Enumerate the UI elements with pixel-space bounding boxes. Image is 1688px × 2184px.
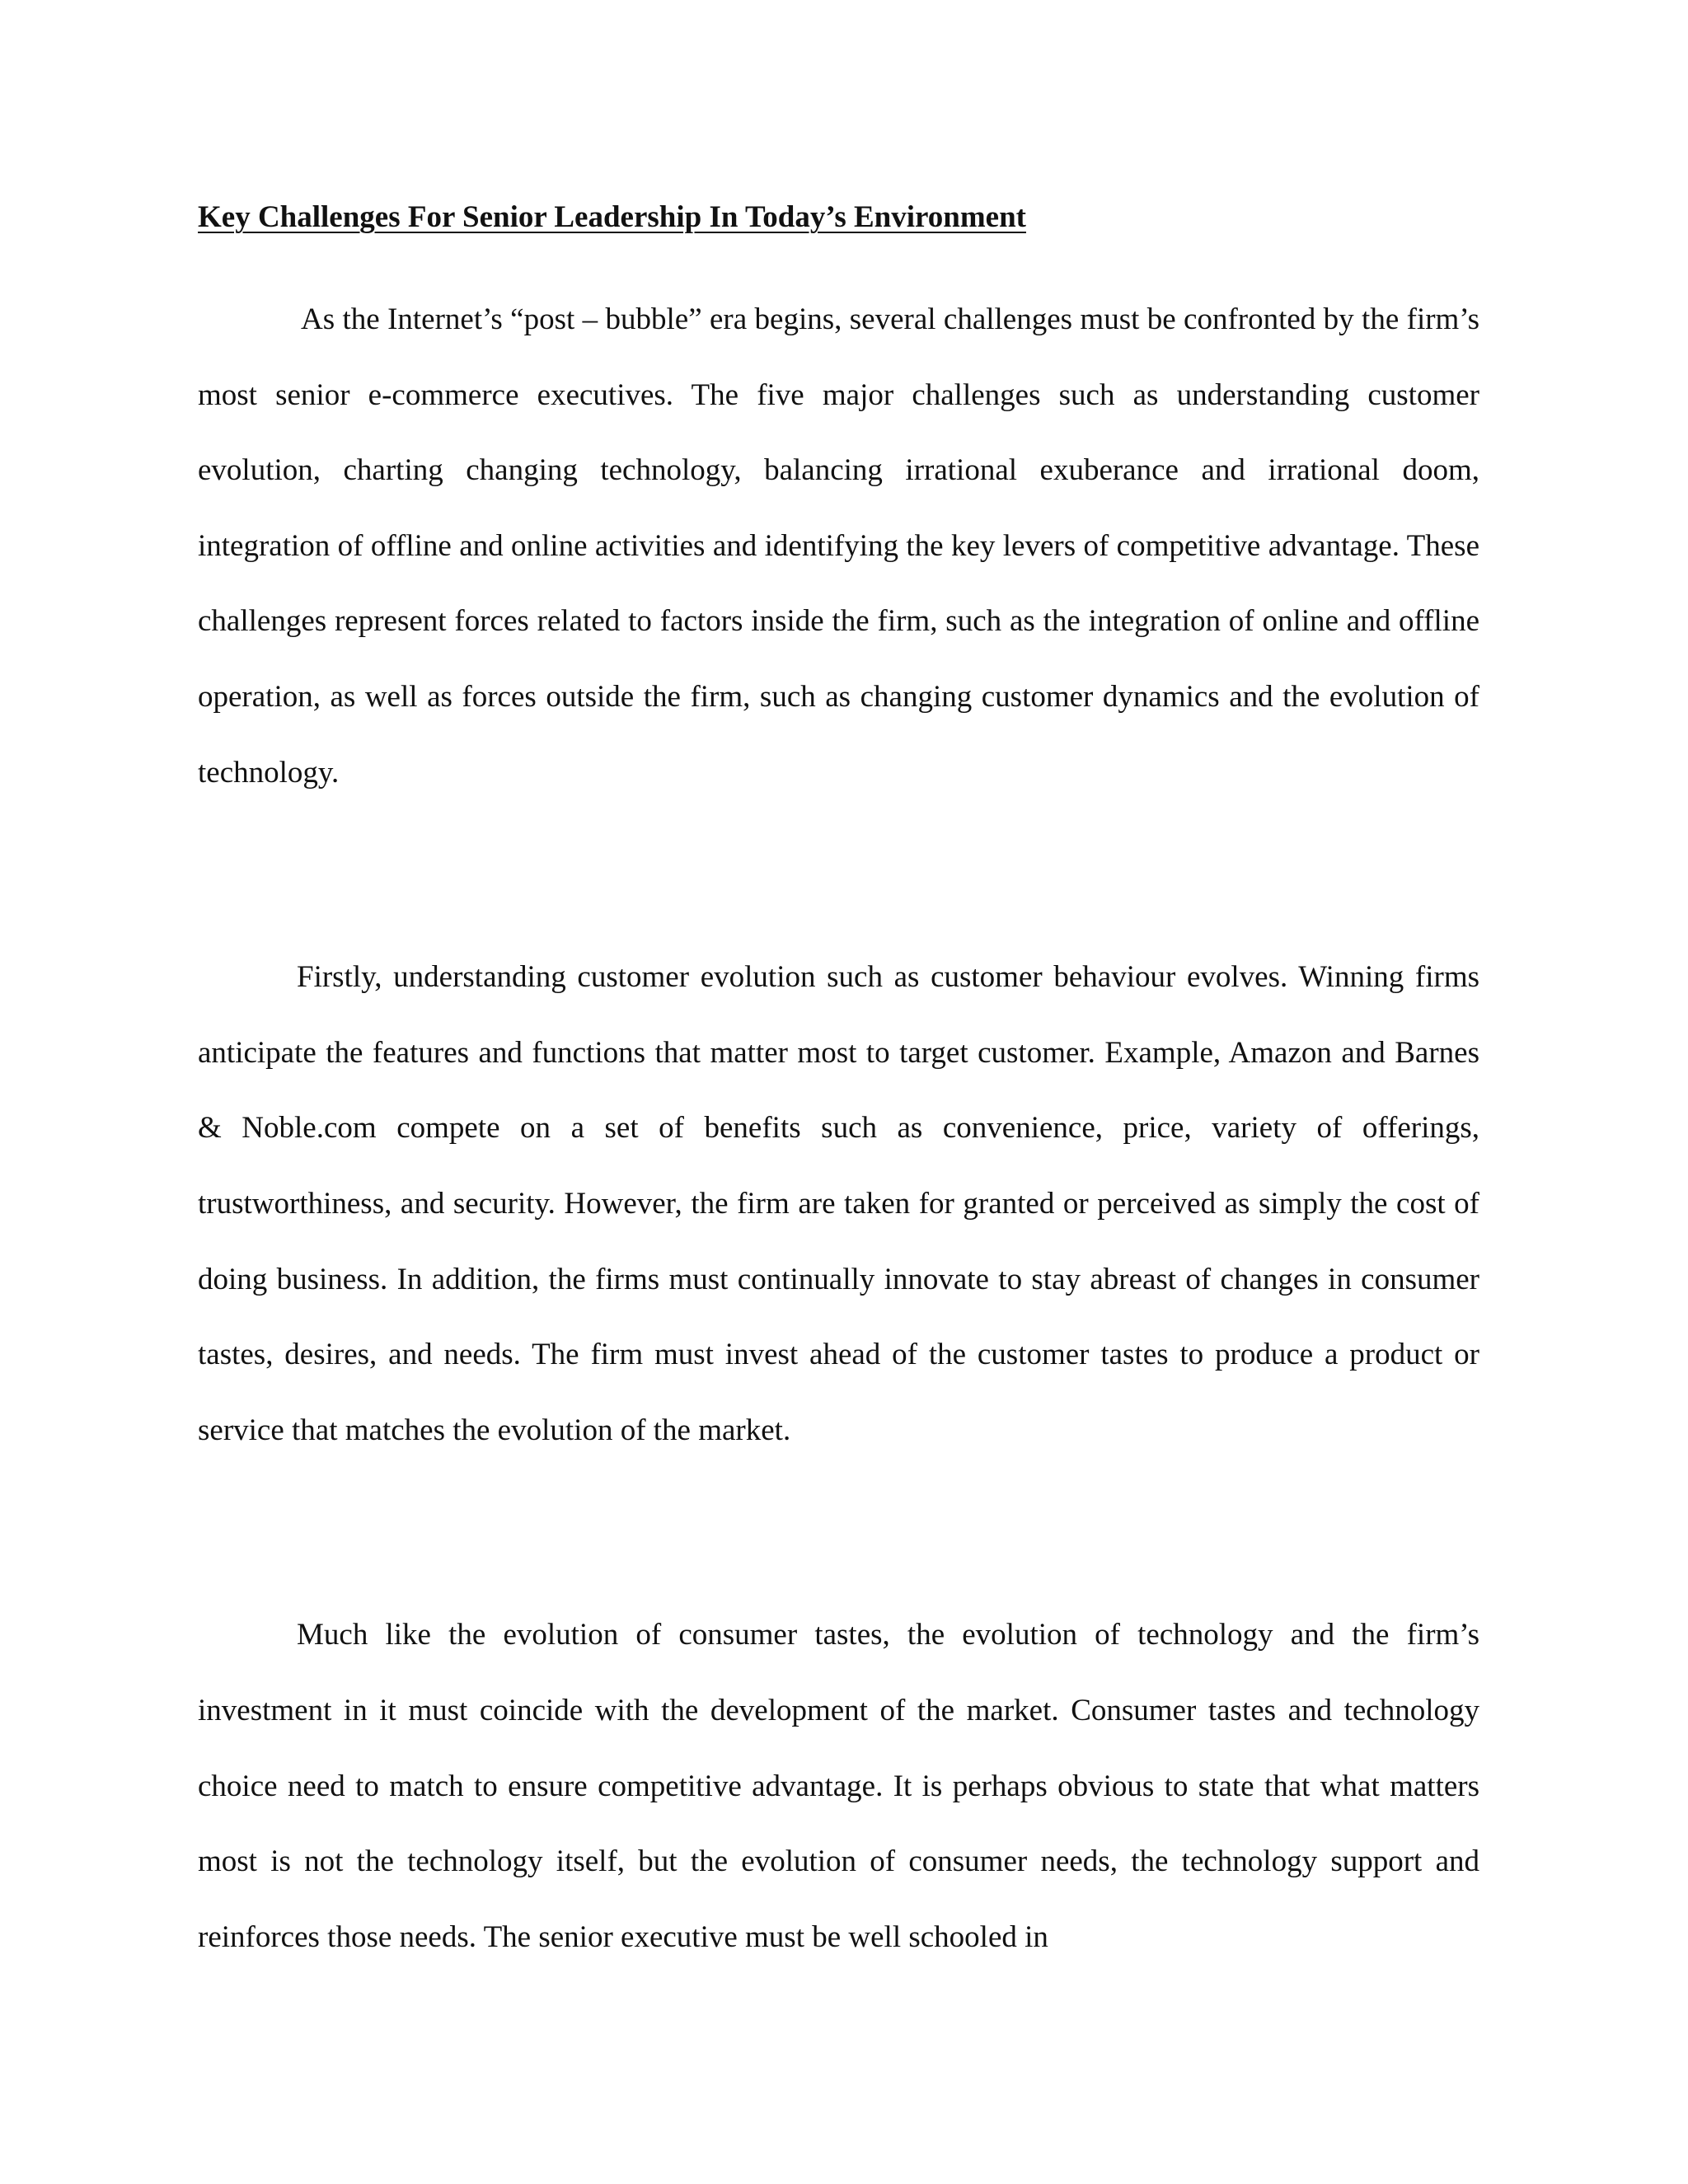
paragraph-customer-evolution: Firstly, understanding customer evolution such as customer behaviour evolves. Winning firms anticipate the features and functions that matter most to target customer. Example, Amazon and Barnes & Noble.com compete on a set of benefits such as convenience, price, variety of offerings, trustworthiness, and security. However, the firm are taken for granted or perceived as simply the cost of doing business. In addition, the firms must continually innovate to stay abreast of changes in consumer tastes, desires, and needs. The firm must invest ahead of the customer tastes to produce a product or service that matches the evolution of the market. [198, 960, 1479, 1447]
paragraph-technology-evolution: Much like the evolution of consumer tastes, the evolution of technology and the firm’s investment in it must coincide with the development of the market. Consumer tastes and technology choice need to match to ensure competitive advantage. It is perhaps obvious to state that what matters most is not the technology itself, but the evolution of consumer needs, the technology support and reinforces those needs. The senior executive must be well schooled in [198, 1618, 1479, 1954]
paragraph-intro: As the Internet’s “post – bubble” era begins, several challenges must be confronted by the firm’s most senior e-commerce executives. The five major challenges such as understanding customer evolution, charting changing technology, balancing irrational exuberance and irrational doom, integration of offline and online activities and identifying the key levers of competitive advantage. These challenges represent forces related to factors inside the firm, such as the integration of online and offline operation, as well as forces outside the firm, such as changing customer dynamics and the evolution of technology. [198, 302, 1479, 790]
document-title: Key Challenges For Senior Leadership In Today’s Environment [198, 200, 1026, 234]
document-body [198, 196, 1479, 1975]
